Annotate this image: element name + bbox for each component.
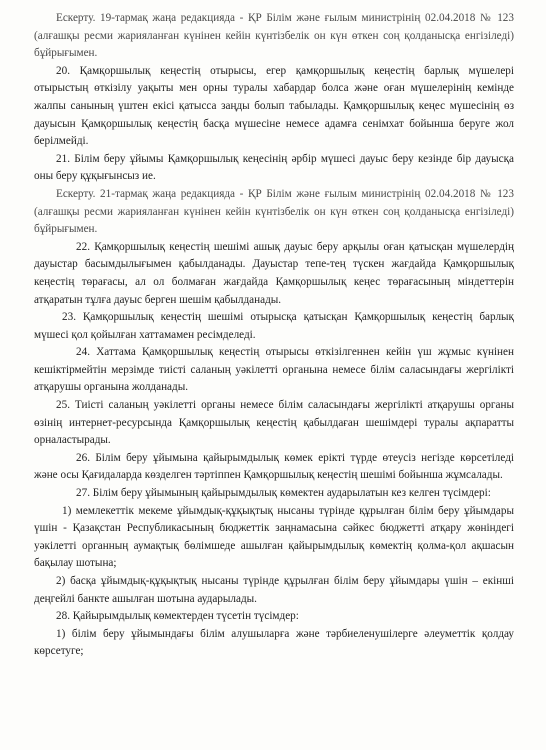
paragraph-24: 24. Хаттама Қамқоршылық кеңестің отырысы өткізілгеннен кейін үш жұмыс күнінен кешіктірмейтін мерзімде тиісті саланың уәкілетті органына немесе білім саласындағы жергілікті атқарушы органына жолданады.	[34, 346, 514, 394]
paragraph-26: 26. Білім беру ұйымына қайырымдылық көмек ерікті түрде өтеусіз негізде көрсетіледі және осы Қағидаларда көзделген тәртіппен Қамқоршылық кеңестің шешімі бойынша жұмсалады.	[34, 451, 514, 482]
paragraph-28-item-1: 1) білім беру ұйымындағы білім алушыларға және тәрбиеленушілерге әлеуметтік қолдау көрсетуге;	[34, 627, 514, 658]
paragraph-22: 22. Қамқоршылық кеңестің шешімі ашық дауыс беру арқылы оған қатысқан мүшелердің дауыстар басымдылығымен қабылданады. Дауыстар тепе-тең түскен жағдайда Қамқоршылық кеңестің төрағасы, ал ол болмаған жағдайда Қамқоршылық кеңес төрағасының міндеттерін атқаратын тұлға дауыс берген шешім қабылданады.	[34, 240, 514, 306]
paragraph-21: 21. Білім беру ұйымы Қамқоршылық кеңесінің әрбір мүшесі дауыс беру кезінде бір дауысқа оны беру құқығынсыз ие.	[34, 152, 514, 183]
paragraph-28: 28. Қайырымдылық көмектерден түсетін түсімдер:	[56, 610, 299, 623]
note-paragraph-21: Ескерту. 21-тармақ жаңа редакцияда - ҚР Білім және ғылым министрінің 02.04.2018 № 123 (алғашқы ресми жарияланған күнінен кейін күнтізбелік он күн өткен соң қолданысқа енгізіледі) бұйрығымен.	[34, 187, 514, 236]
paragraph-20: 20. Қамқоршылық кеңестің отырысы, егер қамқоршылық кеңестің барлық мүшелері отырыстың өткізілу уақыты мен орны туралы хабардар болса және оған мүшелерінің кемінде жалпы санының үштен екісі қатысса заңды болып табылады. Қамқоршылық кеңес мүшесінің өз дауысын Қамқоршылық кеңестің басқа мүшесіне немесе адамға сенімхат бойынша беруге жол берілмейді.	[34, 64, 514, 148]
note-paragraph-19: Ескерту. 19-тармақ жаңа редакцияда - ҚР Білім және ғылым министрінің 02.04.2018 № 123 (алғашқы ресми жарияланған күнінен кейін күнтізбелік он күн өткен соң қолданысқа енгізіледі) бұйрығымен.	[34, 12, 514, 60]
paragraph-23: 23. Қамқоршылық кеңестің шешімі отырысқа қатысқан Қамқоршылық кеңестің барлық мүшесі қол қойылған хаттамамен ресімделеді.	[34, 311, 514, 341]
paragraph-25: 25. Тиісті саланың уәкілетті органы немесе білім саласындағы жергілікті атқарушы органы өзінің интернет-ресурсында Қамқоршылық кеңестің қабылдаған шешімдері туралы ақпаратты орналастырады.	[34, 399, 514, 447]
paragraph-27-item-1: 1) мемлекеттік мекеме ұйымдық-құқықтық нысаны түрінде құрылған білім беру ұйымдары үшін - Қазақстан Республикасының бюджеттік заңнамасына сәйкес бюджетті атқару жөніндегі уәкілетті органның аумақтық бөлімшеде ашылған қайырымдылық көмектің қолма-қол ақшасын бақылау шотына;	[34, 504, 514, 570]
paragraph-27: 27. Білім беру ұйымының қайырымдылық көмектен аударылатын кез келген түсімдері:	[76, 487, 491, 500]
paragraph-27-item-2: 2) басқа ұйымдық-құқықтық нысаны түрінде құрылған білім беру ұйымдары үшін – екінші деңгейлі банкте ашылған шотына аударылады.	[34, 575, 514, 605]
